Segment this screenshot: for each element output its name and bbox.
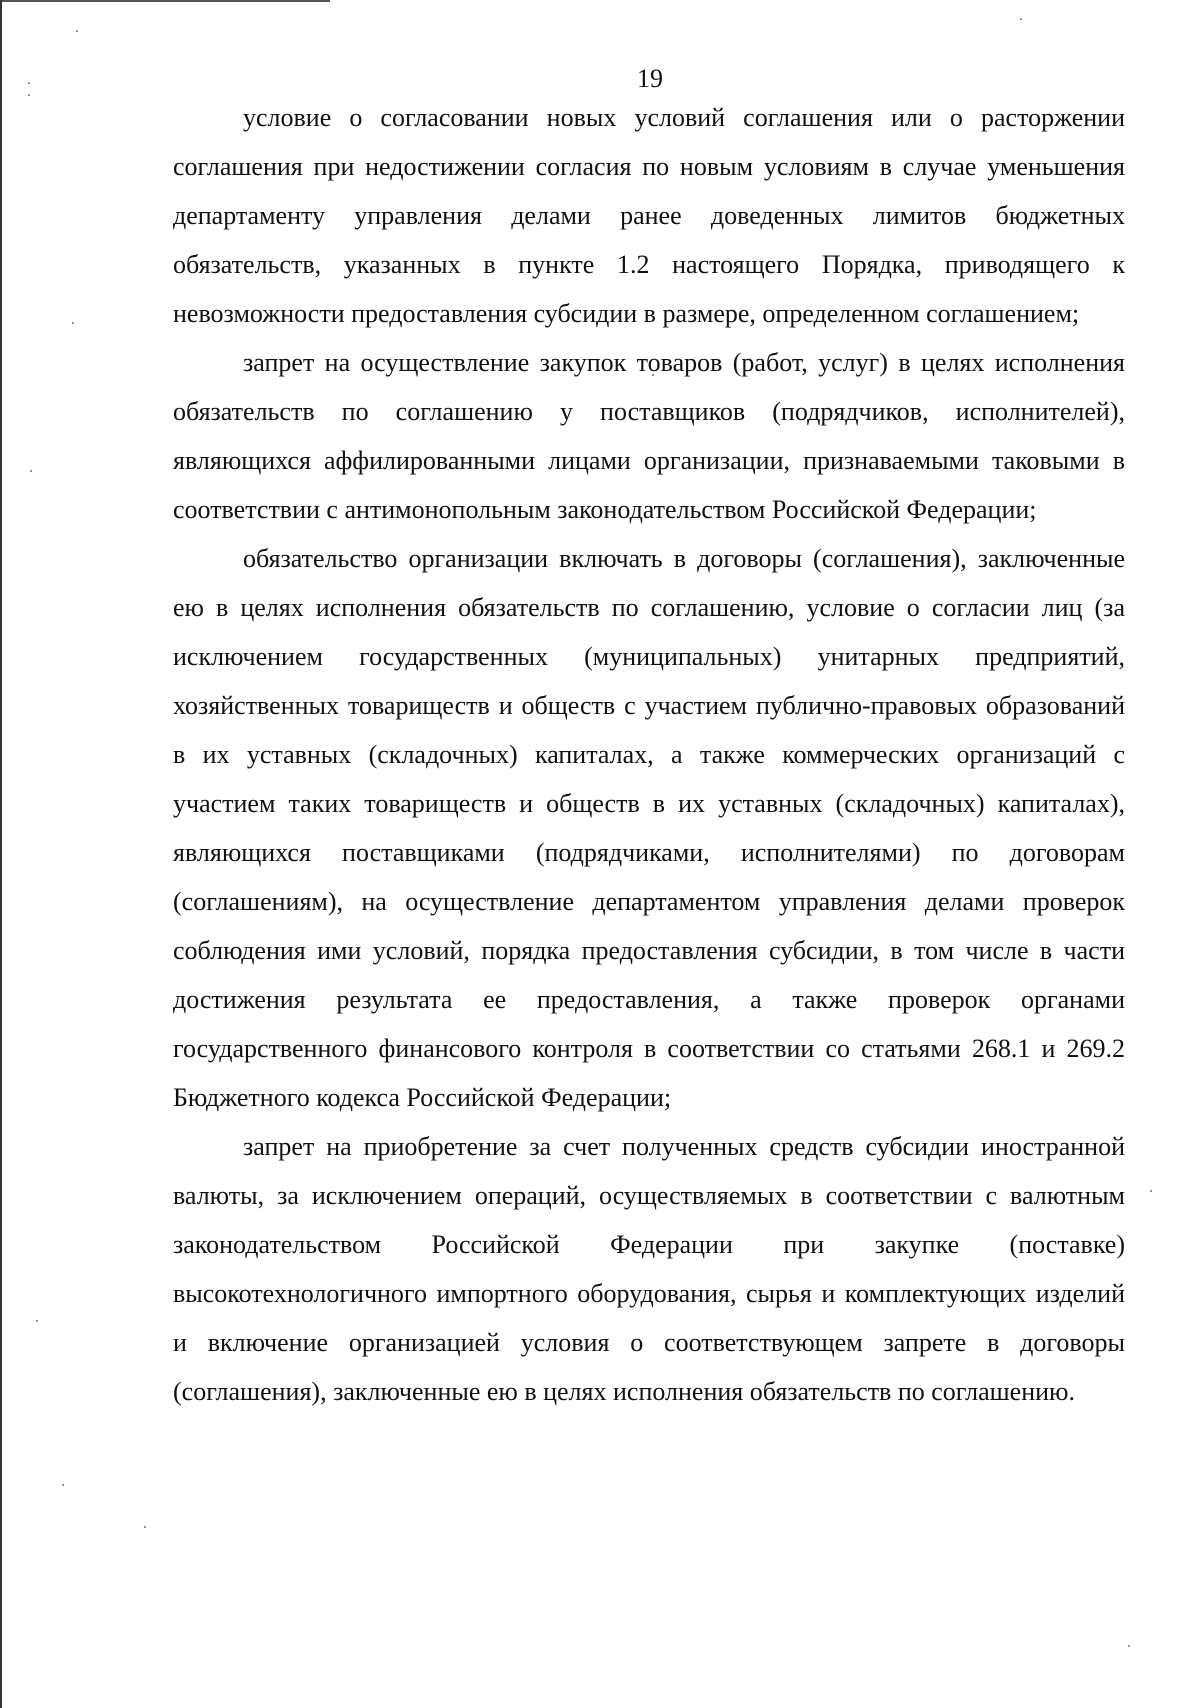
scan-speck xyxy=(1020,18,1022,20)
scan-speck xyxy=(36,1320,38,1322)
scan-speck xyxy=(76,30,78,32)
paragraph-agreement-terms: условие о согласовании новых условий соглашения или о расторжении соглашения при недостижении согласия по новым условиям в случае уменьшения департаменту управления делами ранее доведенных лимитов бюджетных обязательств, указанных в пункте 1.2 настоящего Порядка, приводящего к невозможности предоставления субсидии в размере, определенном соглашением; xyxy=(173,103,1125,328)
scan-speck xyxy=(144,1526,146,1528)
scan-speck xyxy=(1150,1190,1152,1192)
document-body xyxy=(173,93,1125,1416)
paragraph-currency-ban: запрет на приобретение за счет полученных средств субсидии иностранной валюты, за исключением операций, осуществляемых в соответствии с валютным законодательством Российской Федерации при закупке (поставке) высокотехнологичного импортного оборудования, сырья и комплектующих изделий и включение организацией условия о соответствующем запрете в договоры (соглашения), заключенные ею в целях исполнения обязательств по соглашению. xyxy=(173,1132,1125,1406)
scan-speck xyxy=(30,470,32,472)
scan-speck xyxy=(28,94,30,96)
scan-artifact-top-line xyxy=(0,0,330,2)
scan-speck xyxy=(72,322,74,324)
page-number: 19 xyxy=(637,64,663,93)
scan-artifact-left-edge xyxy=(0,0,2,1708)
paragraph-consent-obligation: обязательство организации включать в договоры (соглашения), заключенные ею в целях исполнения обязательств по соглашению, условие о согласии лиц (за исключением государственных (муниципальных) унитарных предприятий, хозяйственных товариществ и обществ с участием публично-правовых образований в их уставных (складочных) капиталах, а также коммерческих организаций с участием таких товариществ и обществ в их уставных (складочных) капиталах), являющихся поставщиками (подрядчиками, исполнителями) по договорам (соглашениям), на осуществление департаментом управления делами проверок соблюдения ими условий, порядка предоставления субсидии, в том числе в части достижения результата ее предоставления, а также проверок органами государственного финансового контроля в соответствии со статьями 268.1 и 269.2 Бюджетного кодекса Российской Федерации; xyxy=(173,544,1125,1112)
paragraph-procurement-ban: запрет на осуществление закупок товаров (работ, услуг) в целях исполнения обязательств по соглашению у поставщиков (подрядчиков, исполнителей), являющихся аффилированными лицами организации, признаваемыми таковыми в соответствии с антимонопольным законодательством Российской Федерации; xyxy=(173,348,1125,524)
scan-speck xyxy=(1128,1645,1130,1647)
scan-speck xyxy=(62,1484,64,1486)
